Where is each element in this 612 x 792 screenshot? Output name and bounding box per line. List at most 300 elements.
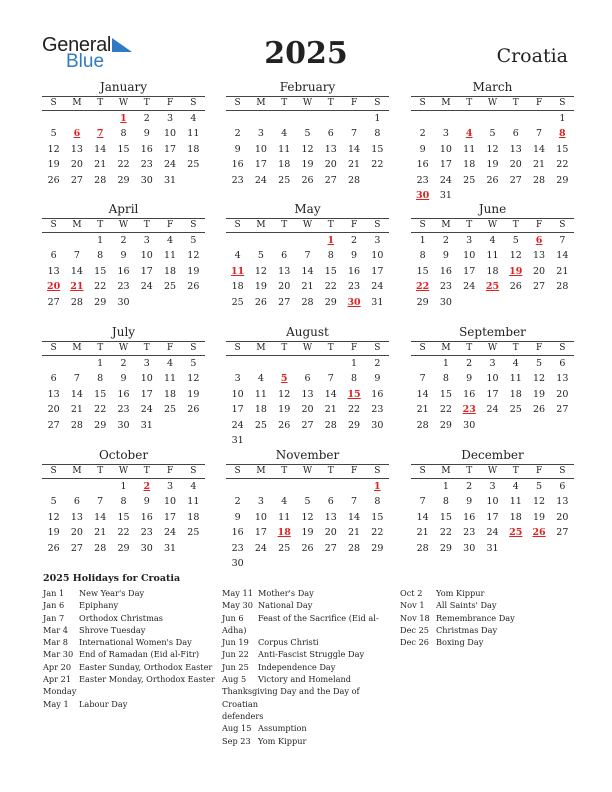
- holiday-entry: [400, 612, 570, 624]
- days-grid: [42, 356, 205, 433]
- empty-day: [249, 233, 272, 248]
- day: 28: [556, 281, 569, 293]
- weekday-label: W: [487, 343, 498, 353]
- weekday-label: T: [466, 220, 473, 230]
- day: 11: [187, 496, 200, 508]
- holiday-date: Nov 18: [400, 612, 430, 623]
- holiday-date: Dec 26: [400, 637, 430, 648]
- holiday-date: Mar 30: [43, 649, 74, 660]
- day: 23: [117, 404, 130, 416]
- day: 24: [140, 404, 153, 416]
- day: 30: [439, 296, 452, 308]
- day: 20: [556, 511, 569, 523]
- day: 19: [533, 511, 546, 523]
- weekday-header: [226, 464, 389, 479]
- holiday-name: Easter Sunday, Orthodox Easter: [79, 661, 213, 672]
- day: 16: [231, 159, 244, 171]
- holiday-name: Easter Monday, Orthodox Easter: [79, 674, 215, 685]
- empty-day: [273, 479, 296, 494]
- weekday-label: S: [50, 98, 57, 108]
- day: 14: [94, 143, 107, 155]
- day: 7: [327, 373, 334, 385]
- holiday-column: [400, 587, 570, 648]
- weekday-label: F: [535, 220, 543, 230]
- day: 14: [70, 265, 83, 277]
- day: 3: [143, 358, 150, 369]
- empty-day: [434, 111, 457, 126]
- month-february: [226, 79, 389, 188]
- weekday-label: S: [559, 98, 566, 108]
- weekday-label: T: [97, 343, 104, 353]
- day: 23: [371, 404, 384, 416]
- day: 26: [486, 174, 499, 186]
- day: 1: [442, 358, 449, 369]
- holiday-day: 21: [70, 281, 84, 293]
- day: 9: [143, 128, 150, 140]
- day: 10: [164, 128, 177, 140]
- day: 19: [533, 388, 546, 400]
- holiday-column: [222, 587, 394, 747]
- holiday-day: 25: [485, 281, 500, 293]
- holiday-day: 4: [465, 128, 473, 140]
- weekday-label: M: [72, 98, 82, 108]
- day: 15: [117, 511, 130, 523]
- day: 1: [97, 358, 104, 369]
- day: 25: [278, 542, 291, 554]
- month-name: December: [461, 448, 524, 462]
- day: 5: [512, 235, 519, 246]
- day: 8: [120, 496, 127, 508]
- weekday-label: W: [302, 343, 313, 353]
- holiday-entry: Monday: [43, 686, 77, 697]
- day: 16: [117, 265, 130, 277]
- weekday-label: S: [234, 343, 241, 353]
- weekday-label: T: [512, 98, 519, 108]
- day: 7: [73, 250, 80, 262]
- day: 25: [231, 296, 244, 308]
- day: 1: [419, 235, 426, 246]
- month-july: [42, 324, 205, 433]
- weekday-header: [226, 341, 389, 356]
- holiday-entry: [43, 648, 215, 660]
- day: 24: [254, 542, 267, 554]
- day: 27: [556, 527, 569, 539]
- day: 12: [509, 250, 522, 262]
- holiday-day: 26: [532, 527, 546, 539]
- day: 12: [278, 388, 291, 400]
- holiday-entry: [43, 636, 215, 648]
- day: 10: [371, 250, 384, 262]
- day: 4: [167, 235, 174, 246]
- day: 27: [70, 542, 83, 554]
- day: 3: [257, 496, 264, 508]
- holiday-day: 6: [73, 128, 81, 140]
- day: 17: [254, 527, 267, 539]
- day: 8: [97, 373, 104, 385]
- day: 17: [254, 159, 267, 171]
- day: 9: [466, 373, 473, 385]
- day: 2: [466, 358, 473, 369]
- day: 31: [439, 189, 452, 201]
- day: 19: [278, 404, 291, 416]
- holiday-date: Nov 1: [400, 600, 425, 611]
- day: 12: [533, 373, 546, 385]
- day: 11: [254, 388, 267, 400]
- day: 20: [324, 527, 337, 539]
- holiday-date: Jan 6: [43, 600, 65, 611]
- day: 13: [533, 250, 546, 262]
- day: 4: [190, 113, 197, 124]
- weekday-header: [226, 96, 389, 111]
- day: 20: [70, 527, 83, 539]
- holiday-name: All Saints' Day: [436, 600, 497, 611]
- day: 26: [187, 404, 200, 416]
- holiday-day: 1: [120, 113, 127, 124]
- weekday-label: T: [281, 220, 288, 230]
- day: 14: [533, 143, 546, 155]
- day: 11: [278, 143, 291, 155]
- day: 10: [140, 250, 153, 262]
- country-name: Croatia: [496, 45, 568, 67]
- weekday-label: S: [50, 343, 57, 353]
- weekday-header: [411, 218, 574, 233]
- day: 31: [371, 296, 384, 308]
- holiday-entry: [222, 648, 394, 660]
- weekday-label: F: [166, 343, 174, 353]
- days-grid: [226, 356, 389, 448]
- day: 29: [556, 174, 569, 186]
- day: 29: [94, 419, 107, 431]
- day: 16: [348, 265, 361, 277]
- empty-day: [411, 111, 434, 126]
- empty-day: [411, 479, 434, 494]
- day: 15: [94, 265, 107, 277]
- day: 18: [509, 388, 522, 400]
- day: 22: [556, 159, 569, 171]
- month-september: [411, 324, 574, 433]
- day: 30: [463, 419, 476, 431]
- day: 17: [164, 143, 177, 155]
- weekday-label: T: [512, 466, 519, 476]
- day: 3: [489, 358, 496, 369]
- empty-day: [527, 111, 550, 126]
- holiday-day: 8: [559, 128, 566, 140]
- day: 12: [301, 143, 314, 155]
- day: 22: [324, 281, 337, 293]
- holiday-date: May 11: [222, 588, 253, 598]
- empty-day: [249, 479, 272, 494]
- empty-day: [42, 356, 65, 371]
- weekday-label: S: [419, 98, 426, 108]
- day: 18: [486, 265, 499, 277]
- day: 14: [70, 388, 83, 400]
- holiday-entry: defenders: [222, 710, 264, 721]
- day: 30: [117, 296, 130, 308]
- day: 13: [70, 143, 83, 155]
- day: 16: [231, 527, 244, 539]
- weekday-label: M: [72, 466, 82, 476]
- day: 13: [324, 143, 337, 155]
- day: 31: [231, 434, 244, 446]
- month-november: [226, 447, 389, 571]
- empty-day: [504, 111, 527, 126]
- day: 25: [509, 404, 522, 416]
- day: 9: [143, 496, 150, 508]
- day: 19: [301, 527, 314, 539]
- holiday-name: Orthodox Christmas: [79, 612, 163, 623]
- day: 5: [536, 358, 543, 369]
- weekday-header: [226, 218, 389, 233]
- day: 27: [324, 174, 337, 186]
- day: 29: [416, 296, 429, 308]
- day: 8: [351, 373, 358, 385]
- day: 19: [301, 159, 314, 171]
- empty-day: [226, 111, 249, 126]
- day: 15: [94, 388, 107, 400]
- day: 14: [348, 143, 361, 155]
- weekday-label: F: [535, 98, 543, 108]
- day: 28: [324, 419, 337, 431]
- holiday-date: Sep 23: [222, 735, 251, 746]
- weekday-label: S: [234, 98, 241, 108]
- day: 10: [463, 250, 476, 262]
- day: 20: [533, 265, 546, 277]
- weekday-label: S: [419, 466, 426, 476]
- holiday-column: [43, 587, 215, 710]
- day: 24: [486, 404, 499, 416]
- holiday-name: Boxing Day: [436, 637, 484, 648]
- weekday-label: S: [419, 220, 426, 230]
- weekday-label: S: [374, 220, 381, 230]
- day: 25: [164, 281, 177, 293]
- day: 16: [463, 511, 476, 523]
- weekday-label: W: [487, 466, 498, 476]
- weekday-label: T: [327, 343, 334, 353]
- holiday-date: Mar 4: [43, 624, 68, 635]
- day: 10: [140, 373, 153, 385]
- day: 19: [187, 388, 200, 400]
- holiday-entry: [222, 661, 394, 673]
- holiday-day: 2: [143, 481, 151, 492]
- month-name: September: [459, 325, 526, 339]
- day: 20: [301, 404, 314, 416]
- day: 5: [190, 358, 197, 369]
- day: 16: [140, 143, 153, 155]
- day: 22: [371, 159, 384, 171]
- day: 18: [509, 511, 522, 523]
- weekday-label: F: [350, 466, 358, 476]
- empty-day: [319, 356, 342, 371]
- weekday-label: W: [487, 220, 498, 230]
- day: 10: [231, 388, 244, 400]
- day: 12: [533, 496, 546, 508]
- day: 30: [117, 419, 130, 431]
- day: 9: [120, 373, 127, 385]
- day: 31: [140, 419, 153, 431]
- month-october: [42, 447, 205, 556]
- empty-day: [319, 479, 342, 494]
- holiday-entry: [43, 673, 215, 685]
- weekday-label: T: [327, 98, 334, 108]
- day: 24: [140, 281, 153, 293]
- empty-day: [42, 111, 65, 126]
- day: 27: [533, 281, 546, 293]
- day: 5: [304, 496, 311, 508]
- month-june: [411, 201, 574, 310]
- month-name: November: [275, 448, 340, 462]
- day: 14: [556, 250, 569, 262]
- weekday-label: S: [190, 466, 197, 476]
- holiday-date: Jun 6: [222, 612, 244, 623]
- day: 13: [509, 143, 522, 155]
- day: 3: [489, 481, 496, 492]
- weekday-label: S: [374, 343, 381, 353]
- holiday-day: 30: [347, 296, 361, 308]
- day: 27: [556, 404, 569, 416]
- day: 3: [167, 481, 174, 492]
- weekday-label: W: [487, 98, 498, 108]
- day: 13: [47, 265, 60, 277]
- day: 25: [187, 527, 200, 539]
- holiday-entry: Thanksgiving Day and the Day of Croatian: [222, 686, 360, 709]
- day: 16: [371, 388, 384, 400]
- day: 7: [351, 128, 358, 140]
- holiday-day: 11: [231, 265, 245, 277]
- day: 21: [348, 527, 361, 539]
- weekday-label: S: [190, 343, 197, 353]
- day: 17: [486, 388, 499, 400]
- month-name: July: [111, 325, 136, 339]
- day: 9: [466, 496, 473, 508]
- holiday-name: Epiphany: [79, 600, 119, 611]
- day: 23: [416, 174, 429, 186]
- day: 14: [301, 265, 314, 277]
- weekday-label: M: [441, 343, 451, 353]
- day: 15: [439, 511, 452, 523]
- day: 8: [374, 128, 381, 140]
- day: 11: [486, 250, 499, 262]
- holiday-day: 18: [277, 527, 291, 539]
- weekday-label: S: [559, 343, 566, 353]
- day: 21: [94, 527, 107, 539]
- day: 29: [324, 296, 337, 308]
- day: 17: [140, 265, 153, 277]
- holiday-entry: [400, 599, 570, 611]
- holiday-entry: [400, 587, 570, 599]
- weekday-label: T: [281, 466, 288, 476]
- month-name: May: [294, 202, 321, 216]
- weekday-label: T: [143, 466, 150, 476]
- holiday-entry: [222, 587, 394, 599]
- holiday-date: Aug 15: [222, 723, 252, 734]
- holiday-name: Mother's Day: [258, 588, 314, 598]
- weekday-label: F: [166, 220, 174, 230]
- weekday-label: F: [535, 343, 543, 353]
- days-grid: [226, 111, 389, 188]
- day: 12: [47, 143, 60, 155]
- day: 3: [257, 128, 264, 140]
- holiday-date: Jun 25: [222, 661, 249, 672]
- day: 1: [559, 113, 566, 124]
- day: 9: [234, 511, 241, 523]
- holiday-date: May 30: [222, 600, 253, 611]
- weekday-header: [42, 218, 205, 233]
- days-grid: [226, 479, 389, 571]
- holiday-name: Remembrance Day: [436, 612, 515, 623]
- weekday-header: [42, 96, 205, 111]
- day: 7: [419, 373, 426, 385]
- day: 22: [117, 527, 130, 539]
- weekday-label: T: [281, 98, 288, 108]
- day: 10: [164, 496, 177, 508]
- day: 2: [466, 481, 473, 492]
- holiday-date: Dec 25: [400, 624, 430, 635]
- day: 7: [304, 250, 311, 262]
- month-january: [42, 79, 205, 188]
- days-grid: [42, 233, 205, 310]
- weekday-label: S: [559, 220, 566, 230]
- day: 3: [167, 113, 174, 124]
- day: 19: [47, 527, 60, 539]
- month-august: [226, 324, 389, 448]
- holiday-name: Independence Day: [258, 661, 336, 672]
- day: 27: [301, 419, 314, 431]
- day: 7: [97, 496, 104, 508]
- empty-day: [319, 111, 342, 126]
- day: 21: [301, 281, 314, 293]
- day: 21: [348, 159, 361, 171]
- holiday-entry: [43, 698, 215, 710]
- day: 6: [73, 496, 80, 508]
- holiday-day: 22: [416, 281, 430, 293]
- holiday-day: 1: [374, 481, 381, 492]
- weekday-label: T: [466, 466, 473, 476]
- day: 3: [442, 128, 449, 140]
- days-grid: [226, 233, 389, 310]
- day: 28: [416, 419, 429, 431]
- day: 8: [442, 373, 449, 385]
- year-title: 2025: [264, 36, 348, 71]
- month-name: October: [98, 448, 149, 462]
- day: 23: [117, 281, 130, 293]
- days-grid: [42, 479, 205, 556]
- day: 23: [140, 159, 153, 171]
- day: 29: [94, 296, 107, 308]
- day: 9: [419, 143, 426, 155]
- weekday-label: M: [441, 98, 451, 108]
- day: 11: [278, 511, 291, 523]
- day: 22: [439, 527, 452, 539]
- day: 8: [419, 250, 426, 262]
- day: 11: [463, 143, 476, 155]
- day: 1: [442, 481, 449, 492]
- weekday-label: T: [512, 220, 519, 230]
- day: 4: [512, 481, 519, 492]
- holiday-day: 15: [347, 388, 361, 400]
- holiday-day: 19: [509, 265, 523, 277]
- weekday-label: F: [350, 220, 358, 230]
- day: 24: [439, 174, 452, 186]
- day: 25: [187, 159, 200, 171]
- day: 2: [234, 496, 241, 508]
- day: 7: [559, 235, 566, 246]
- day: 26: [533, 404, 546, 416]
- holiday-entry: [222, 673, 394, 685]
- day: 19: [486, 159, 499, 171]
- holiday-date: Aug 5: [222, 674, 247, 685]
- day: 7: [73, 373, 80, 385]
- empty-day: [296, 479, 319, 494]
